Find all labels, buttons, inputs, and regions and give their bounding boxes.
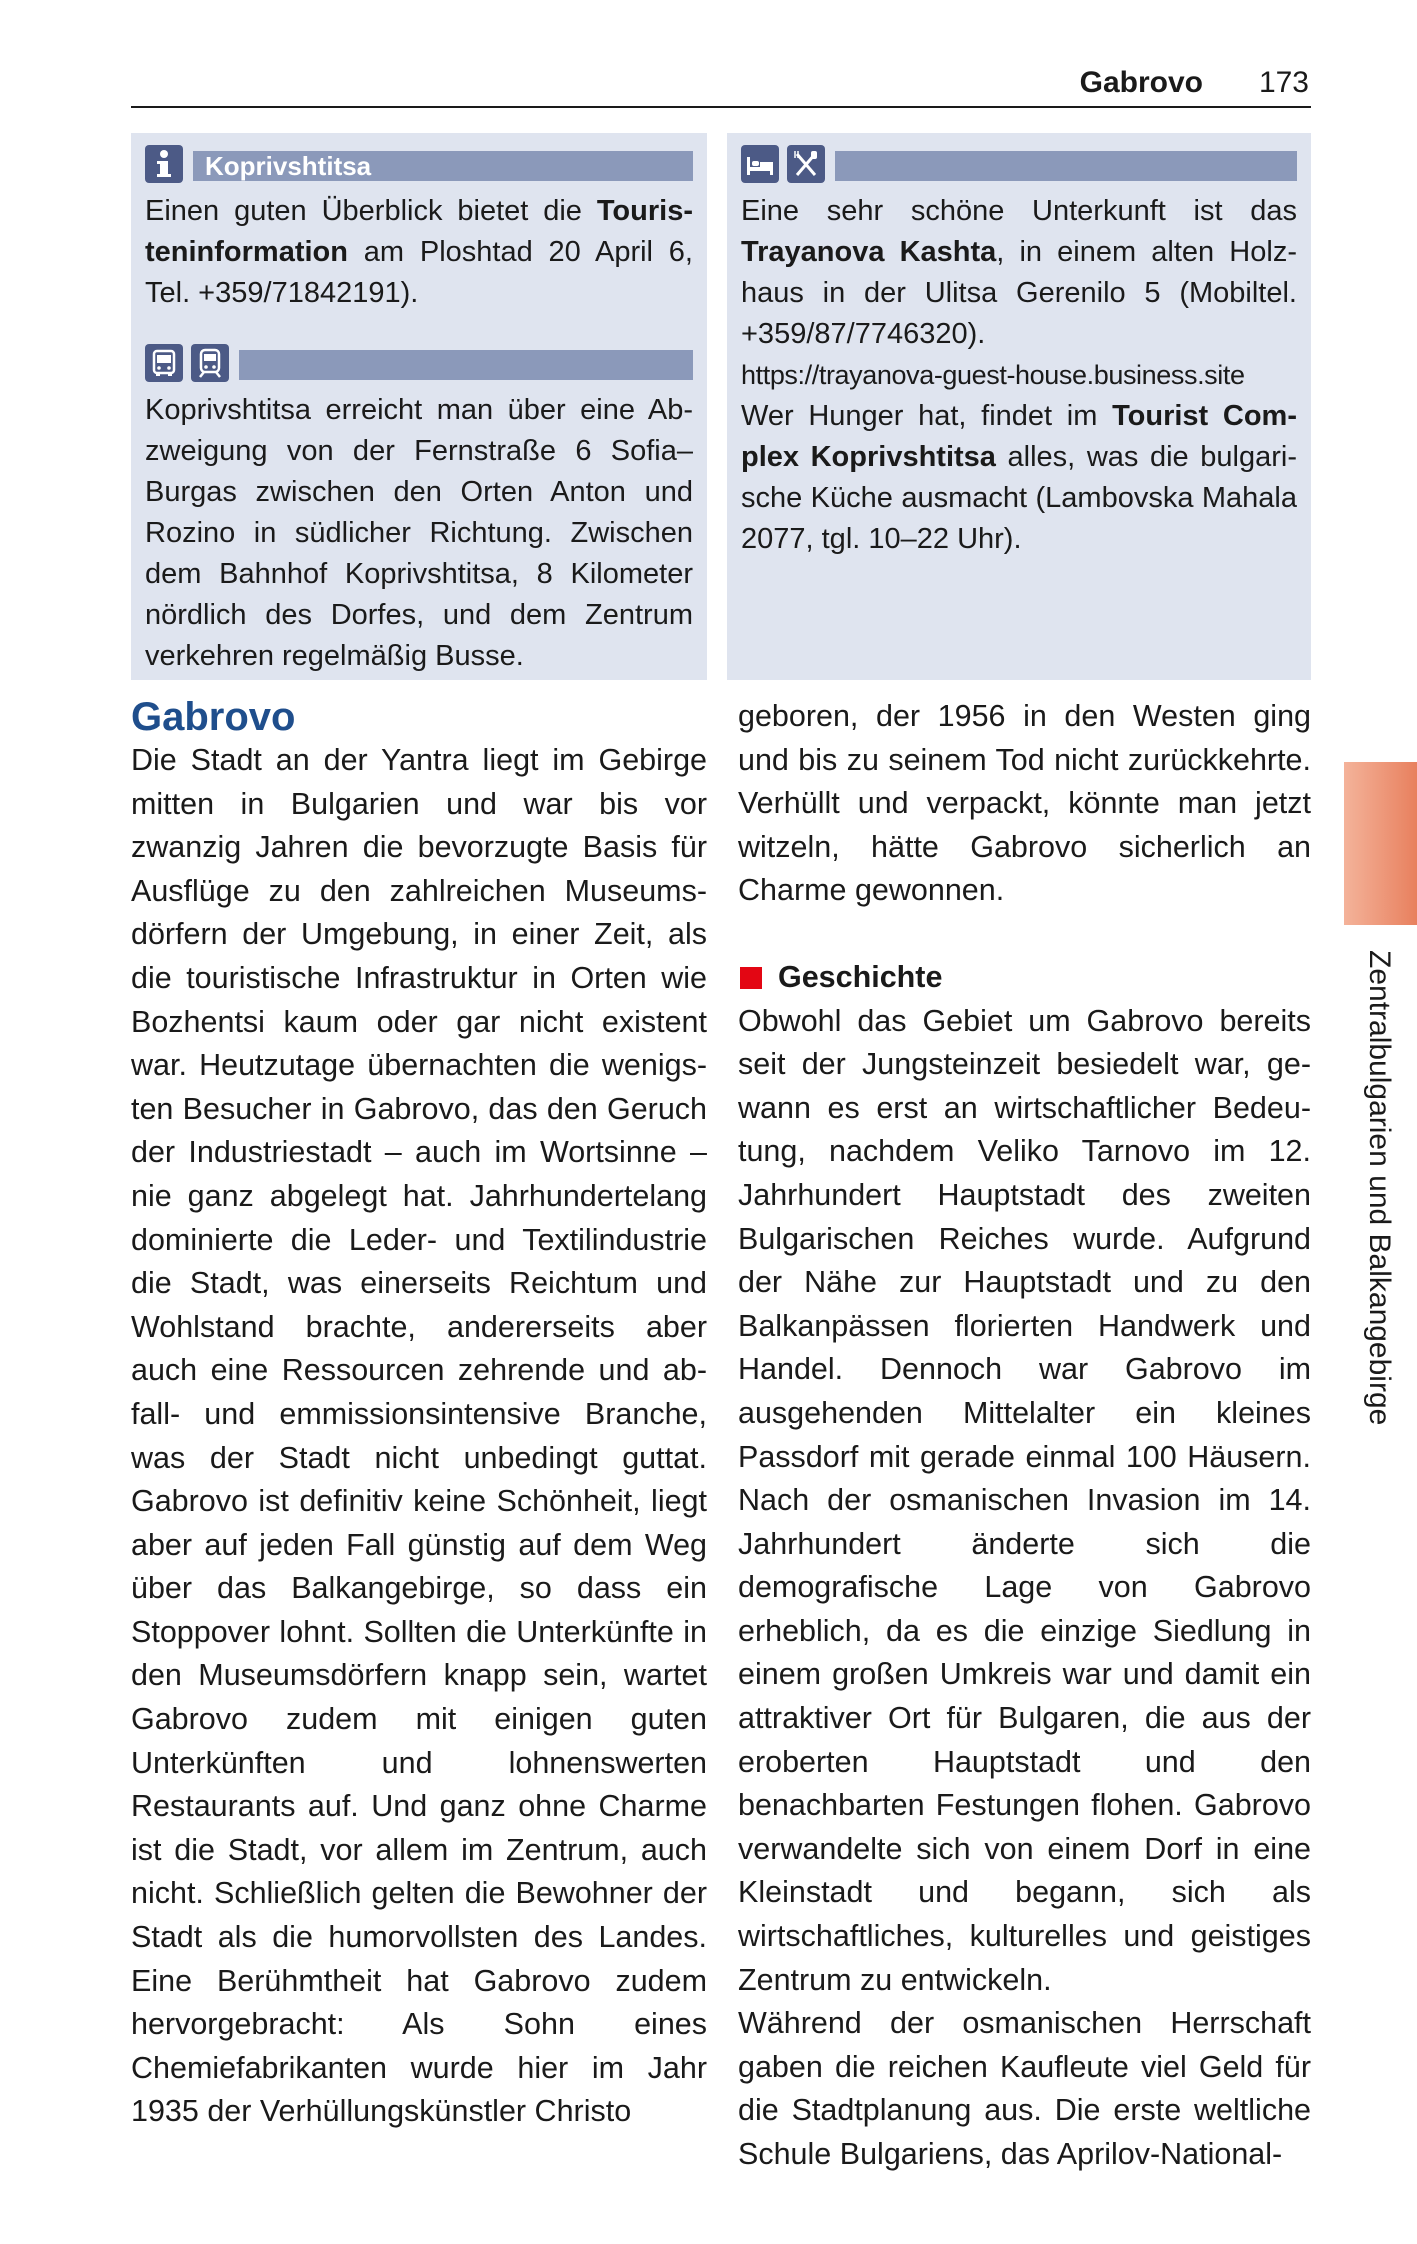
info-icon <box>145 145 183 183</box>
section-title: Gabrovo <box>1079 66 1203 99</box>
transport-bar <box>239 350 693 380</box>
tourist-info-text-a: Einen guten Überblick bietet die <box>145 195 597 227</box>
tourist-info-text <box>145 191 693 314</box>
website-url[interactable]: https://trayanova-guest-house.business.site <box>741 360 1245 390</box>
right-column <box>738 695 1311 2177</box>
lodging-text-a: Eine sehr schöne Unterkunft ist das <box>741 195 1297 227</box>
left-column <box>131 695 707 2134</box>
info-box-koprivshtitsa <box>131 133 707 680</box>
subheading-geschichte <box>738 956 1311 1000</box>
info-box-title: Koprivshtitsa <box>205 151 372 181</box>
lodging-text-d: alles, was die bulgarische Küche ausmacht (Lambovska Mahala 2077, tgl. 10–22 Uhr). <box>741 441 1297 555</box>
bed-icon <box>741 145 779 183</box>
lodging-text-c: Wer Hunger hat, findet im <box>741 400 1113 432</box>
transport-strip <box>145 342 693 380</box>
lodging-box <box>727 133 1311 680</box>
page-number: 173 <box>1258 66 1309 99</box>
tourist-complex: Tourist Complex Koprivshtitsa <box>741 400 1297 473</box>
tourist-info-text-b: am Ploshtad 20 April 6, Tel. +359/71842191). <box>145 236 693 309</box>
right-body-text-2: Obwohl das Gebiet um Gabrovo bereits seit der Jungsteinzeit besiedelt war, gewann es erst an wirtschaftlicher Bedeutung, nachdem Veliko Tarnovo im 12. Jahrhundert Hauptstadt des zweiten Bulgarischen Reiches wurde. Aufgrund der Nähe zur Hauptstadt und zu den Balkanpässen florierten Handwerk und Handel. Dennoch war Gabrovo im ausgehenden Mittelalter ein kleines Passdorf mit gerade einmal 100 Häusern. Nach der osmanischen Invasion im 14. Jahrhundert änderte sich die demografische Lage von Gabrovo erheblich, da es die einzige Siedlung in einem großen Umkreis war und damit ein attraktiver Ort für Bulgaren, die aus der eroberten Hauptstadt und den benachbarten Festungen flohen. Gabrovo verwandelte sich von einem Dorf in eine Kleinstadt und begann, sich als wirtschaftliches, kulturelles und geistiges Zentrum zu entwickeln. <box>738 1003 1311 1997</box>
bus-icon <box>145 344 183 382</box>
lodging-text <box>741 191 1297 560</box>
bullet-square-icon <box>740 967 762 989</box>
trayanova-kashta: Trayanova Kashta <box>741 236 997 268</box>
info-title-bar <box>193 151 693 181</box>
left-body-text: Die Stadt an der Yantra liegt im Gebirge mitten in Bulgarien und war bis vor zwanzig Jahren die bevorzugte Basis für Ausflüge zu den zahlreichen Museumsdörfern der Umgebung, in einer Zeit, als die touristische Infrastruktur in Orten wie Bozhentsi kaum oder gar nicht existent war. Heutzutage übernachten die wenigsten Besucher in Gabrovo, das den Geruch der Industriestadt – auch im Wortsinne – nie ganz abgelegt hat. Jahrhundertelang dominierte die Leder- und Textilindustrie die Stadt, was einerseits Reichtum und Wohlstand brachte, andererseits aber auch eine Ressourcen zehrende und abfall- und emmissionsintensive Branche, was der Stadt nicht unbedingt guttat. Gabrovo ist definitiv keine Schönheit, liegt aber auf jeden Fall günstig auf dem Weg über das Balkangebirge, so dass ein Stoppover lohnt. Sollten die Unterkünfte in den Museumsdörfern knapp sein, wartet Gabrovo zudem mit einigen guten Unterkünften und lohnenswerten Restaurants auf. Und ganz ohne Charme ist die Stadt, vor allem im Zentrum, auch nicht. Schließlich gelten die Bewohner der Stadt als die humorvollsten des Landes. Eine Berühmtheit hat Gabrovo zudem hervorgebracht: Als Sohn eines Chemiefabrikanten wurde hier im Jahr 1935 der Verhüllungskünstler Christo <box>131 743 707 2129</box>
lodging-text-b: , in einem alten Holzhaus in der Ulitsa Gerenilo 5 (Mobiltel. +359/87/7746320). <box>741 236 1297 350</box>
lodging-para-1 <box>741 191 1297 355</box>
subheading-text: Geschichte <box>778 959 943 994</box>
cutlery-icon <box>787 145 825 183</box>
lodging-bar <box>835 151 1297 181</box>
chapter-tab <box>1344 762 1417 925</box>
lodging-strip <box>741 143 1297 181</box>
running-header <box>131 62 1311 108</box>
info-strip <box>145 143 693 181</box>
right-body-text-3: Während der osmanischen Herrschaft gaben die reichen Kaufleute viel Geld für die Stadtplanung aus. Die erste weltliche Schule Bulgariens, das Aprilov-National- <box>738 2006 1311 2171</box>
chapter-label-text: Zentralbulgarien und Balkangebirge <box>1363 950 1396 1426</box>
lodging-para-2 <box>741 396 1297 560</box>
transport-text: Koprivshtitsa erreicht man über eine Abzweigung von der Fernstraße 6 Sofia–Burgas zwischen den Orten Anton und Rozino in südlicher Richtung. Zwischen dem Bahnhof Koprivshtitsa, 8 Kilometer nördlich des Dorfes, und dem Zentrum verkehren regelmäßig Busse. <box>145 394 693 672</box>
article-title: Gabrovo <box>131 695 296 739</box>
chapter-label <box>1340 950 1417 1470</box>
train-icon <box>191 344 229 382</box>
tourist-info-bold: Touristeninformation <box>145 195 693 268</box>
right-body-text-1: geboren, der 1956 in den Westen ging und bis zu seinem Tod nicht zurückkehrte. Verhüllt und verpackt, könnte man jetzt witzeln, hätte Gabrovo sicherlich an Charme gewonnen. <box>738 699 1311 908</box>
